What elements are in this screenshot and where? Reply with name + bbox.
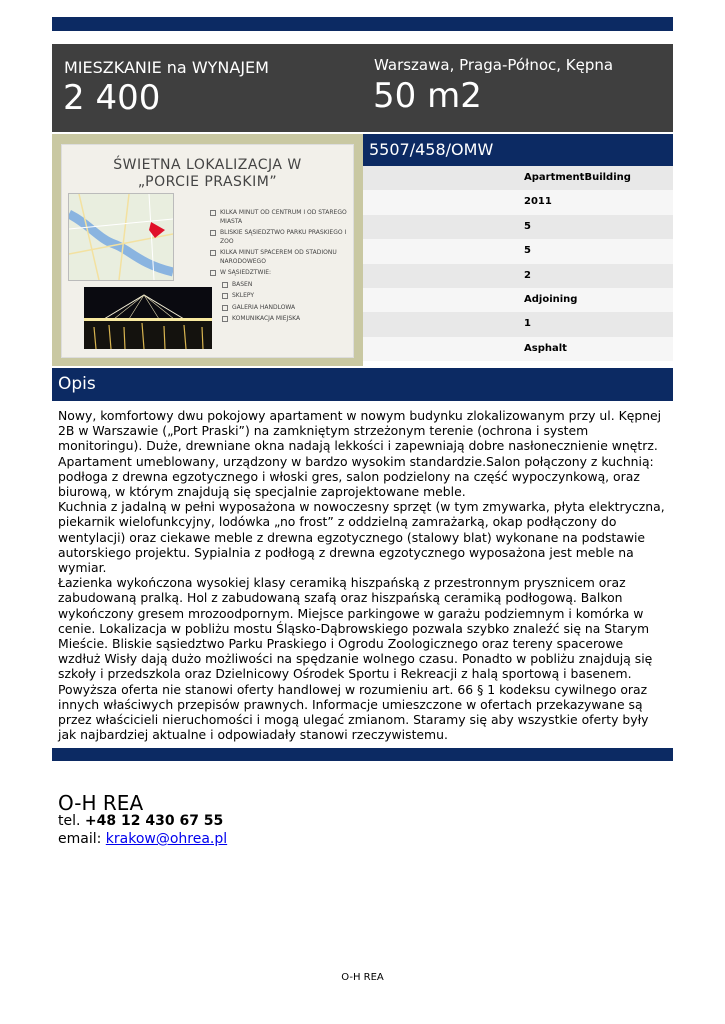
map-image (68, 193, 174, 281)
property-row: Adjoining (363, 288, 673, 312)
phone-number: +48 12 430 67 55 (84, 813, 224, 829)
property-row: 1 (363, 312, 673, 336)
listing-location: Warszawa, Praga-Północ, Kępna (374, 56, 614, 74)
listing-price: 2 400 (63, 78, 161, 118)
description-paragraph: Kuchnia z jadalną w pełni wyposażona w nowoczesny sprzęt (w tym zmywarka, płyta elektryczna, piekarnik wielofunkcyjny, lodówka „no frost” z oddzielną zamrażarką, okap podłączony do wentylacji) oraz ciekawe meble z drewna egzotycznego (stalowy blat) wykonane na podstawie autorskiego projektu. Sypialnia z podłogą z drewna egzotycznego wyposażona jest meble na wymiar. (58, 499, 665, 576)
photo-slide (61, 144, 354, 358)
bullet-item: KILKA MINUT SPACEREM OD STADIONU NARODOWEGO (210, 249, 348, 266)
top-bar (52, 17, 673, 31)
page-footer: O-H REA (341, 972, 384, 983)
slide-title: ŚWIETNA LOKALIZACJA W „PORCIE PRASKIM” (113, 157, 302, 190)
property-row: 2 (363, 264, 673, 288)
night-bridge-image (84, 287, 212, 349)
listing-header (52, 44, 673, 132)
description-heading: Opis (52, 368, 673, 401)
property-row: 2011 (363, 190, 673, 214)
properties-table (363, 166, 673, 361)
description-paragraph: Powyższa oferta nie stanowi oferty handlowej w rozumieniu art. 66 § 1 kodeksu cywilnego oraz innych właściwych przepisów prawnych. Informacje umieszczone w ofertach przekazywane są przez właścicieli nieruchomości i mogą ulegać zmianom. Staramy się aby wszystkie oferty były jak najbardziej aktualne i odpowiadały stanowi rzeczywistemu. (58, 681, 649, 743)
agency-name: O-H REA (58, 791, 144, 815)
contact-phone (58, 813, 223, 829)
bottom-bar (52, 748, 673, 761)
sub-bullet-item: GALERIA HANDLOWA (210, 304, 348, 313)
reference-number: 5507/458/OMW (363, 134, 673, 166)
bullet-item: W SĄSIEDZTWIE: (210, 269, 348, 278)
listing-area: 50 m2 (373, 76, 482, 116)
sub-bullet-item: BASEN (210, 281, 348, 290)
listing-type: MIESZKANIE na WYNAJEM (64, 58, 269, 77)
bullet-item: BLISKIE SĄSIEDZTWO PARKU PRASKIEGO I ZOO (210, 229, 348, 246)
description-text (58, 408, 668, 742)
email-link[interactable]: krakow@ohrea.pl (105, 831, 228, 847)
property-row: Asphalt (363, 337, 673, 361)
bullet-item: KILKA MINUT OD CENTRUM I OD STAREGO MIASTA (210, 209, 348, 226)
property-row: 5 (363, 239, 673, 263)
sub-bullet-item: KOMUNIKACJA MIEJSKA (210, 315, 348, 324)
description-paragraph: Łazienka wykończona wysokiej klasy ceramiką hiszpańską z przestronnym prysznicem oraz zabudowaną pralką. Hol z zabudowaną szafą oraz hiszpańską ceramiką podłogową. Balkon wykończony gresem mrozoodpornym. Miejsce parkingowe w garażu podziemnym i komórka w cenie. Lokalizacja w pobliżu mostu Śląsko-Dąbrowskiego pozwala szybko znaleźć się na Starym Mieście. Bliskie sąsiedztwo Parku Praskiego i Ogrodu Zoologicznego oraz tereny spacerowe wzdłuż Wisły dają dużo możliwości na spędzanie wolnego czasu. Ponadto w pobliżu znajdują się szkoły i przedszkola oraz Dzielnicowy Ośrodek Sportu i Rekreacji z halą sportową i basenem. (58, 575, 653, 682)
slide-bullets (210, 209, 348, 327)
sub-bullet-item: SKLEPY (210, 292, 348, 301)
description-paragraph: Nowy, komfortowy dwu pokojowy apartament w nowym budynku zlokalizowanym przy ul. Kępnej 2B w Warszawie („Port Praski”) na zamkniętym strzeżonym terenie (ochrona i system monitoringu). Duże, drewniane okna nadają lekkości i zapewniają dobre nasłonecznienie wnętrz. Apartament umeblowany, urządzony w bardzo wysokim standardzie.Salon połączony z kuchnią: podłoga z drewna egzotycznego i włoski gres, salon podzielony na część wypoczynkową, oraz biurową, w którym znajdują się specjalnie zaprojektowane meble. (58, 408, 662, 500)
property-row: ApartmentBuilding (363, 166, 673, 190)
phone-label: tel. (58, 813, 81, 829)
listing-photo (52, 134, 363, 366)
email-label: email: (58, 831, 102, 847)
contact-email (58, 831, 227, 847)
property-row: 5 (363, 215, 673, 239)
